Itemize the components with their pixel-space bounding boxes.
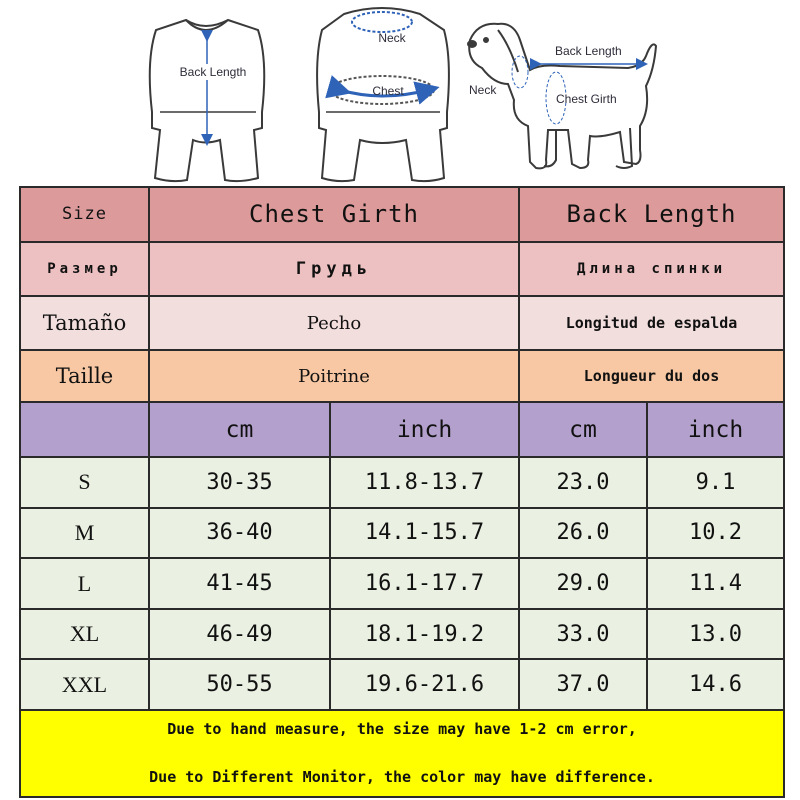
header-size-fr: Taille — [20, 350, 149, 403]
header-row-russian — [20, 242, 784, 297]
monitor-color-note: Due to Different Monitor, the color may have difference. — [149, 768, 655, 787]
chest-cm-cell: 36-40 — [149, 508, 330, 559]
back-inch-cell: 11.4 — [647, 558, 784, 609]
table-row — [20, 508, 784, 559]
note-row — [20, 710, 784, 797]
chest-cm-cell: 30-35 — [149, 457, 330, 508]
sweater-chest-label: Chest — [372, 84, 404, 98]
unit-back-cm: cm — [519, 402, 647, 457]
unit-chest-inch: inch — [330, 402, 519, 457]
header-size-es: Tamaño — [20, 296, 149, 350]
back-cm-cell: 29.0 — [519, 558, 647, 609]
table-row — [20, 609, 784, 660]
sweater-neck-label: Neck — [378, 31, 406, 45]
sweater-back-length-label: Back Length — [179, 65, 247, 79]
header-back-ru: Длина спинки — [519, 242, 784, 297]
disclaimer-cell — [20, 710, 784, 797]
unit-row — [20, 402, 784, 457]
unit-blank-cell — [20, 402, 149, 457]
unit-back-inch: inch — [647, 402, 784, 457]
header-row-spanish — [20, 296, 784, 350]
measurement-diagram — [0, 0, 800, 185]
measurement-error-note: Due to hand measure, the size may have 1-2 cm error, — [167, 720, 637, 739]
size-cell: XL — [20, 609, 149, 660]
chest-inch-cell: 19.6-21.6 — [330, 659, 519, 710]
chest-cm-cell: 46-49 — [149, 609, 330, 660]
header-chest-girth: Chest Girth — [149, 187, 519, 242]
unit-chest-cm: cm — [149, 402, 330, 457]
header-size-ru: Размер — [20, 242, 149, 297]
back-inch-cell: 9.1 — [647, 457, 784, 508]
chest-inch-cell: 18.1-19.2 — [330, 609, 519, 660]
back-inch-cell: 14.6 — [647, 659, 784, 710]
size-cell: L — [20, 558, 149, 609]
dog-neck-label: Neck — [469, 83, 497, 97]
header-size: Size — [20, 187, 149, 242]
chest-inch-cell: 16.1-17.7 — [330, 558, 519, 609]
header-back-length: Back Length — [519, 187, 784, 242]
measurement-illustration — [0, 0, 800, 185]
chest-inch-cell: 11.8-13.7 — [330, 457, 519, 508]
chest-cm-cell: 41-45 — [149, 558, 330, 609]
table-row — [20, 457, 784, 508]
header-row-english — [20, 187, 784, 242]
size-cell: S — [20, 457, 149, 508]
header-row-french — [20, 350, 784, 403]
back-cm-cell: 23.0 — [519, 457, 647, 508]
header-chest-es: Pecho — [149, 296, 519, 350]
chest-cm-cell: 50-55 — [149, 659, 330, 710]
header-back-es: Longitud de espalda — [519, 296, 784, 350]
dog-back-length-label: Back Length — [555, 44, 622, 58]
dog-chest-girth-label: Chest Girth — [556, 92, 617, 106]
back-cm-cell: 33.0 — [519, 609, 647, 660]
size-chart-table — [19, 186, 785, 798]
back-inch-cell: 13.0 — [647, 609, 784, 660]
back-inch-cell: 10.2 — [647, 508, 784, 559]
size-cell: XXL — [20, 659, 149, 710]
header-chest-ru: Грудь — [149, 242, 519, 297]
back-cm-cell: 37.0 — [519, 659, 647, 710]
header-back-fr: Longueur du dos — [519, 350, 784, 403]
back-cm-cell: 26.0 — [519, 508, 647, 559]
table-row — [20, 558, 784, 609]
chest-inch-cell: 14.1-15.7 — [330, 508, 519, 559]
table-row — [20, 659, 784, 710]
size-cell: M — [20, 508, 149, 559]
header-chest-fr: Poitrine — [149, 350, 519, 403]
